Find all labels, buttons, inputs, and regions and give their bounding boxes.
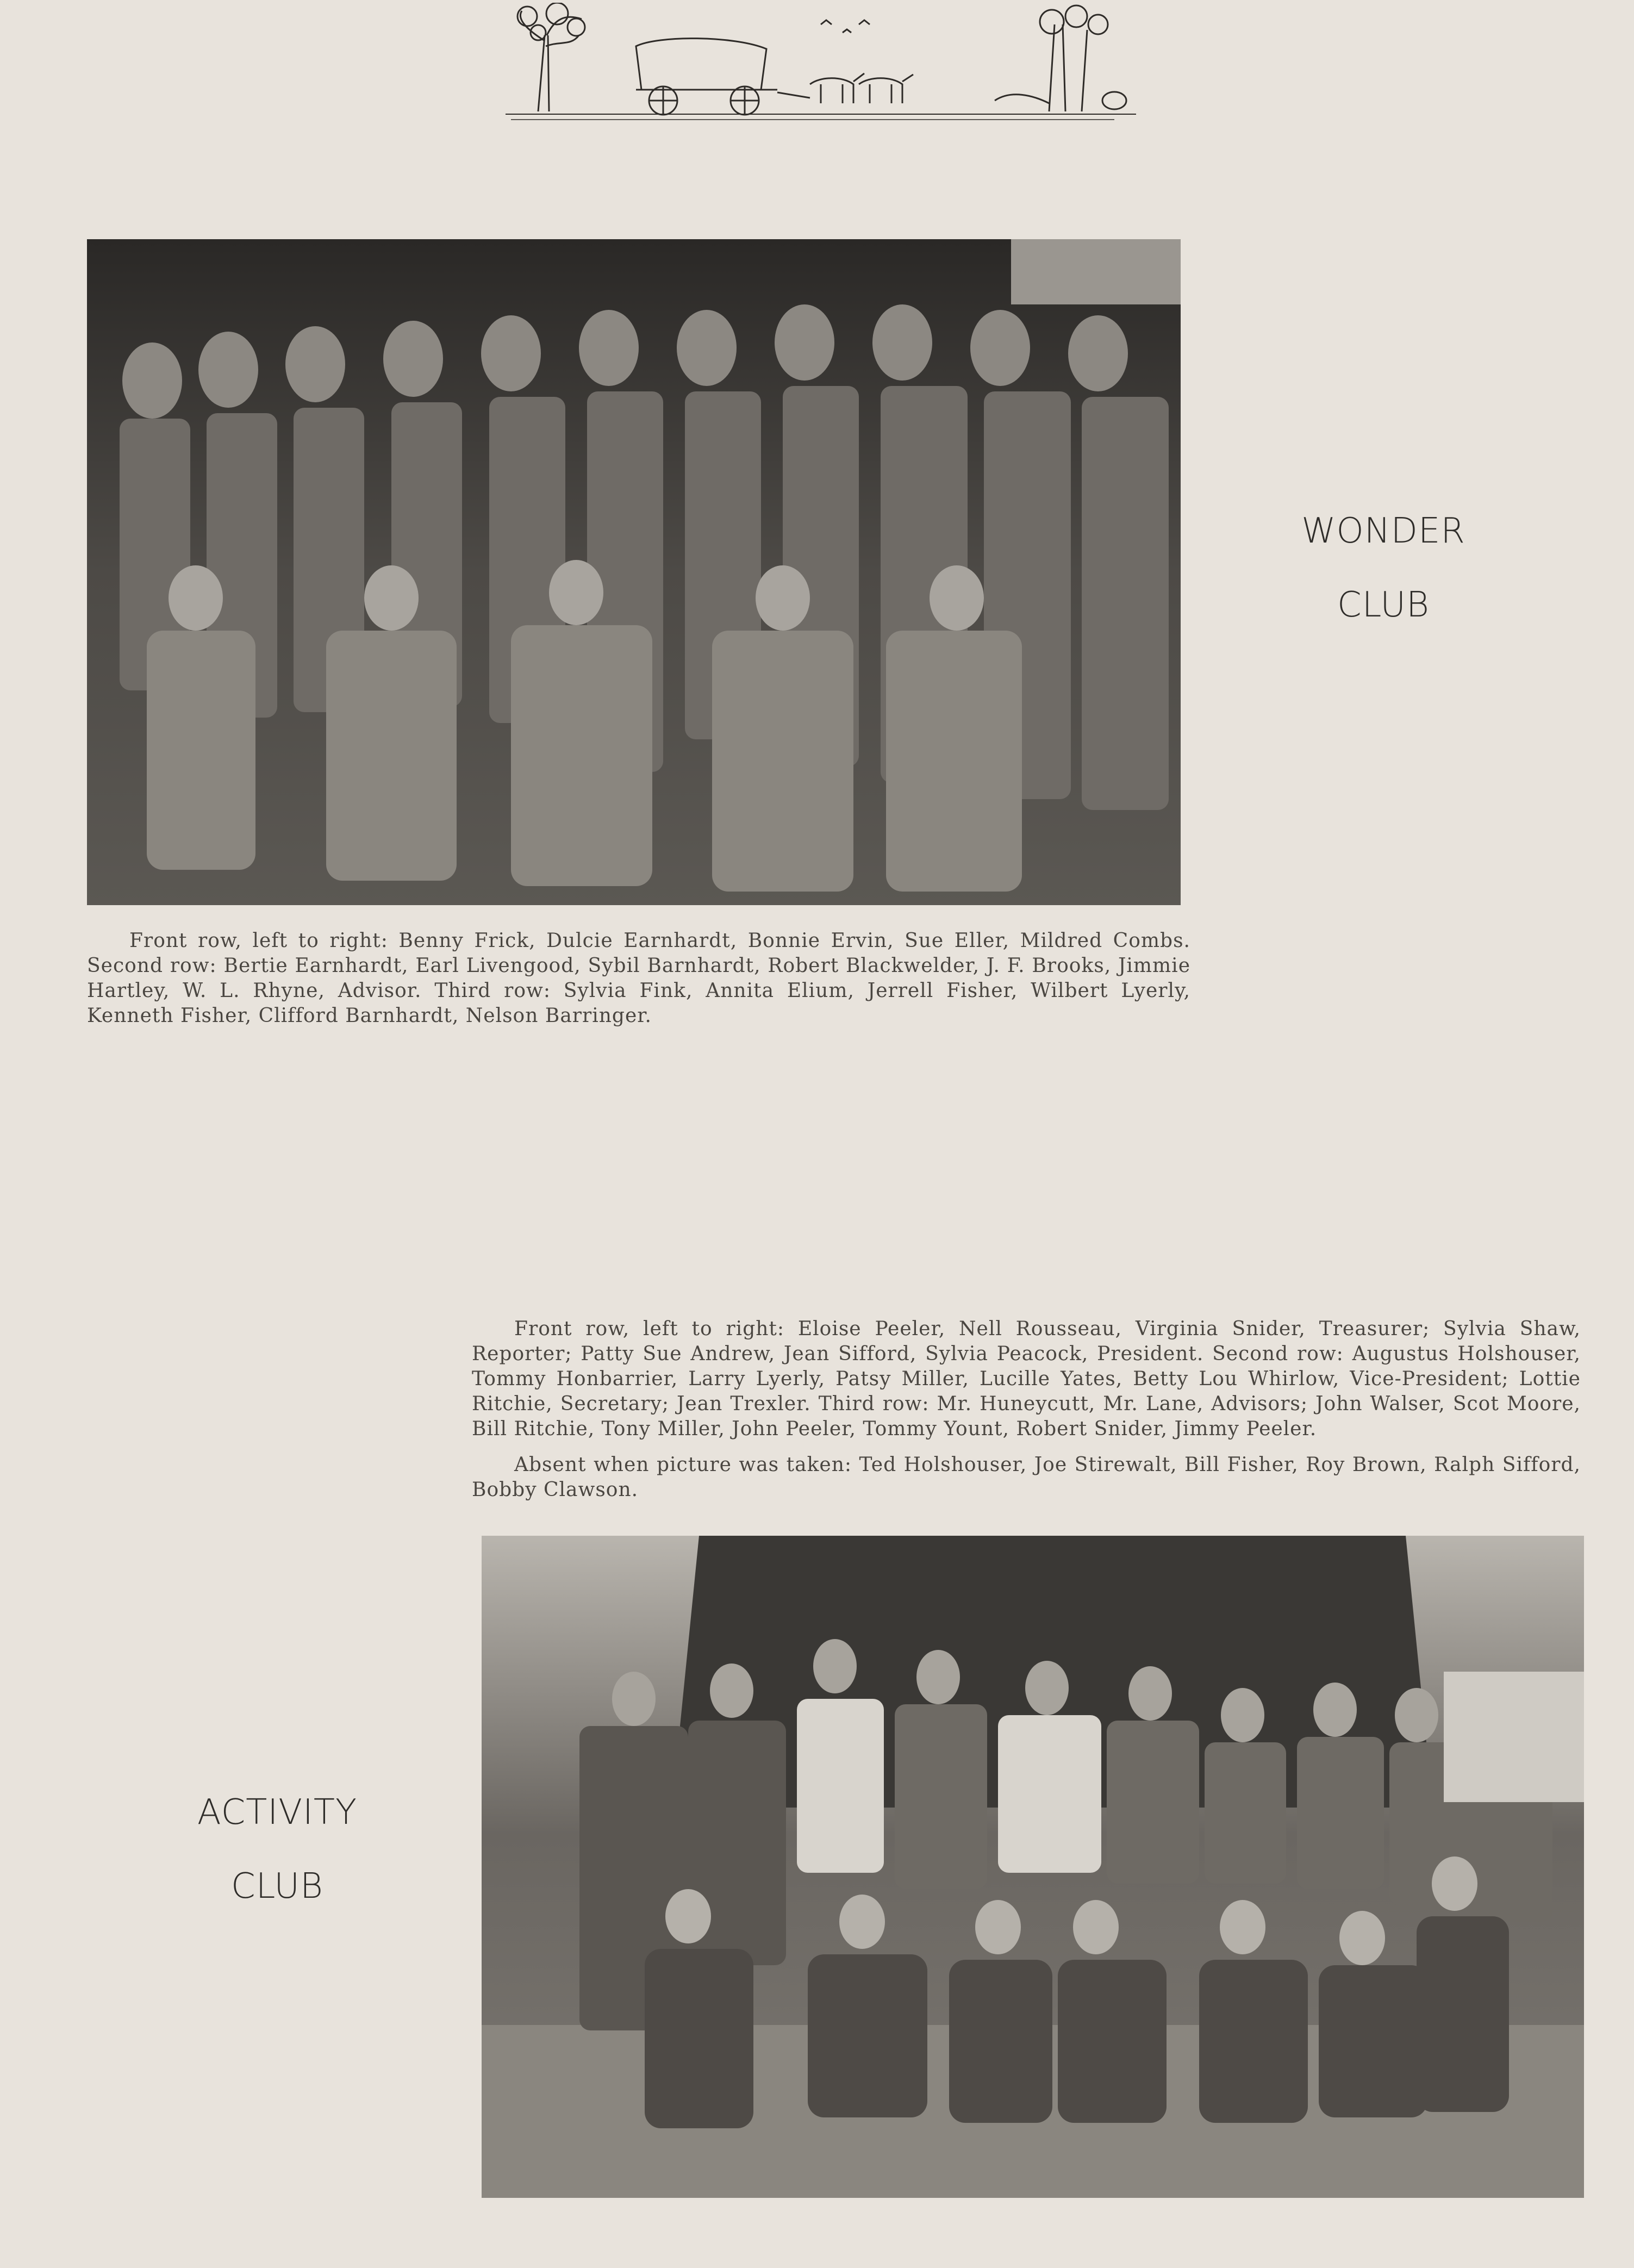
- group-photo-icon: [87, 239, 1181, 905]
- activity-title-line2: CLUB: [231, 1866, 323, 1906]
- wonder-club-caption: [87, 929, 1190, 1029]
- activity-club-photo: [482, 1536, 1584, 2198]
- activity-caption-absent: Absent when picture was taken: Ted Holshouser, Joe Stirewalt, Bill Fisher, Roy Brown, Ralph Sifford, Bobby Clawson.: [472, 1454, 1581, 1501]
- header-wagon-illustration: [506, 3, 1136, 125]
- covered-wagon-icon: [506, 3, 1136, 125]
- wonder-title-line2: CLUB: [1337, 585, 1430, 625]
- activity-title-line1: ACTIVITY: [197, 1792, 358, 1833]
- activity-caption-members: Front row, left to right: Eloise Peeler, Nell Rousseau, Virginia Snider, Treasurer; Sylvia Shaw, Reporter; Patty Sue Andrew, Jean Sifford, Sylvia Peacock, President. Second row: Augustus Holshouser, Tommy Honbarrier, Larry Lyerly, Patsy Miller, Lucille Yates, Betty Lou Whirlow, Vice-President; Lottie Ritchie, Secretary; Jean Trexler. Third row: Mr. Huneycutt, Mr. Lane, Advisors; John Walser, Scot Moore, Bill Ritchie, Tony Miller, John Peeler, Tommy Yount, Robert Snider, Jimmy Peeler.: [472, 1318, 1581, 1440]
- wonder-caption-text: Front row, left to right: Benny Frick, Dulcie Earnhardt, Bonnie Ervin, Sue Eller, Mildred Combs. Second row: Bertie Earnhardt, Earl Livengood, Sybil Barnhardt, Robert Blackwelder, J. F. Brooks, Jimmie Hartley, W. L. Rhyne, Advisor. Third row: Sylvia Fink, Annita Elium, Jerrell Fisher, Wilbert Lyerly, Kenneth Fisher, Clifford Barnhardt, Nelson Barringer.: [87, 930, 1190, 1027]
- wonder-club-photo: [87, 239, 1181, 905]
- wonder-club-title: [1261, 511, 1506, 625]
- activity-club-caption: [472, 1317, 1581, 1503]
- wonder-title-line1: WONDER: [1301, 511, 1465, 551]
- activity-club-title: [152, 1792, 402, 1906]
- group-photo-icon: [482, 1536, 1584, 2198]
